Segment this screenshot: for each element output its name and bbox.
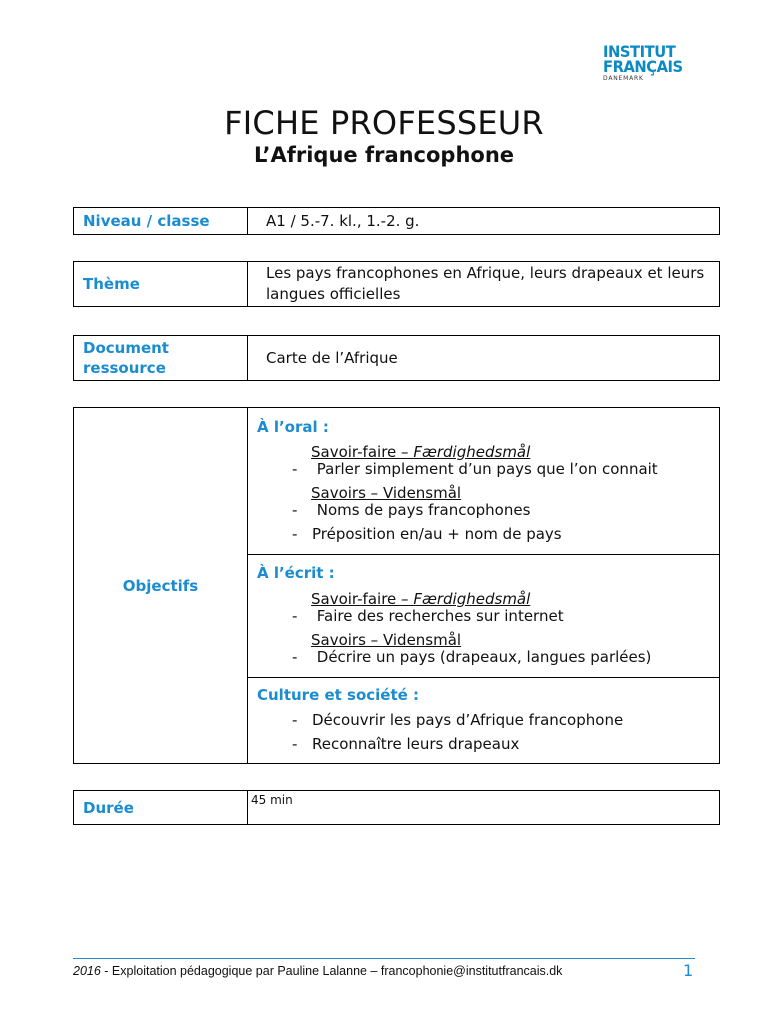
document-row — [73, 335, 720, 381]
footer-text — [73, 964, 562, 978]
footer-year: 2016 — [73, 964, 101, 978]
theme-label: Thème — [74, 262, 248, 306]
list-dash: - — [292, 648, 298, 666]
oral-item-1: Parler simplement d’un pays que l’on connait — [316, 460, 658, 478]
objectifs-label: Objectifs — [74, 408, 248, 763]
list-dash: - — [292, 607, 298, 625]
niveau-row — [73, 207, 720, 235]
list-dash: - — [292, 711, 298, 729]
document-label: Document ressource — [74, 336, 248, 380]
document-value: Carte de l’Afrique — [266, 348, 398, 367]
list-dash: - — [292, 735, 298, 753]
list-item — [292, 734, 519, 754]
ecrit-item-2: Décrire un pays (drapeaux, langues parlées) — [316, 648, 652, 666]
page-number: 1 — [683, 961, 694, 980]
duree-row — [73, 790, 720, 825]
ecrit-heading: À l’écrit : — [257, 564, 335, 582]
oral-item-2: Noms de pays francophones — [316, 501, 531, 519]
oral-savoir-faire-prefix: Savoir-faire – — [311, 443, 414, 461]
page-subtitle: L’Afrique francophone — [253, 143, 515, 167]
institut-francais-logo — [603, 44, 693, 82]
culture-item-2: Reconnaître leurs drapeaux — [312, 735, 520, 753]
oral-section — [248, 408, 719, 554]
duree-value: 45 min — [251, 793, 293, 807]
list-dash: - — [292, 525, 298, 543]
ecrit-savoirs: Savoirs – Vidensmål — [311, 631, 462, 649]
list-item — [292, 647, 651, 667]
oral-heading: À l’oral : — [257, 418, 329, 436]
list-item — [292, 710, 623, 730]
culture-heading: Culture et société : — [257, 686, 420, 704]
list-item — [292, 500, 530, 520]
theme-row — [73, 261, 720, 307]
oral-item-3: Préposition en/au + nom de pays — [312, 525, 562, 543]
niveau-label: Niveau / classe — [74, 208, 248, 234]
logo-line-3: DANEMARK — [603, 75, 644, 82]
objectifs-table — [73, 407, 720, 764]
ecrit-section — [248, 554, 719, 677]
footer-credit: - Exploitation pédagogique par Pauline Lalanne – francophonie@institutfrancais.dk — [100, 964, 563, 978]
logo-line-2: FRANÇAIS — [603, 57, 683, 76]
theme-value: Les pays francophones en Afrique, leurs drapeaux et leurs langues officielles — [266, 264, 705, 303]
logo-line-1: INSTITUT — [603, 42, 676, 61]
ecrit-savoir-faire-italic: Færdighedsmål — [413, 590, 531, 608]
list-item — [292, 606, 564, 626]
list-item — [292, 524, 562, 544]
duree-label: Durée — [74, 791, 248, 824]
niveau-value: A1 / 5.-7. kl., 1.-2. g. — [266, 211, 420, 230]
ecrit-item-1: Faire des recherches sur internet — [316, 607, 564, 625]
list-dash: - — [292, 460, 298, 478]
oral-savoirs: Savoirs – Vidensmål — [311, 484, 462, 502]
culture-section — [248, 677, 719, 763]
list-dash: - — [292, 501, 298, 519]
footer-divider — [73, 958, 695, 959]
oral-savoir-faire-italic: Færdighedsmål — [413, 443, 531, 461]
ecrit-savoir-faire-prefix: Savoir-faire – — [311, 590, 414, 608]
culture-item-1: Découvrir les pays d’Afrique francophone — [312, 711, 624, 729]
list-item — [292, 459, 658, 479]
page-title: FICHE PROFESSEUR — [224, 104, 544, 142]
